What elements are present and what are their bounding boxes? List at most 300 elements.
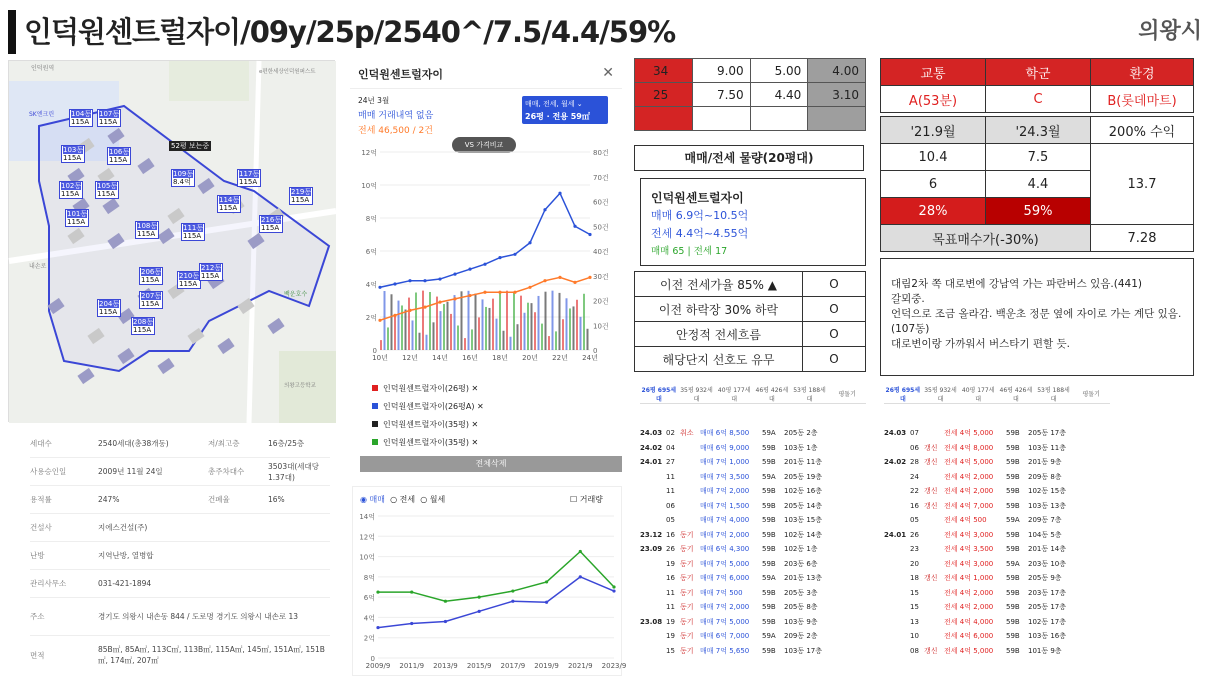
volume-bar (468, 291, 470, 350)
data-point (498, 256, 501, 259)
transaction-cell: 24.02 (884, 458, 907, 467)
transaction-cell: 59A (1006, 559, 1020, 568)
close-icon[interactable]: ✕ (602, 65, 614, 81)
checklist-item: 이전 하락장 30% 하락 (635, 297, 803, 322)
building-type: 115A (141, 300, 160, 308)
compare-head: '21.9월 (881, 117, 986, 144)
volume-bar (450, 314, 452, 350)
transaction-cell: 201동 14층 (1028, 545, 1067, 554)
data-point (444, 600, 447, 603)
x-tick-label: 24년 (582, 354, 598, 362)
info-row (30, 598, 330, 636)
y-tick-label: 4억 (363, 614, 375, 623)
complex-map[interactable] (8, 60, 335, 422)
transaction-cell: 전세 4억 2,000 (944, 588, 994, 597)
volume-bar (548, 336, 550, 350)
compare-head: 200% 수익 (1091, 117, 1194, 144)
transaction-cell: 08 (910, 646, 919, 655)
building-number: 109동 (173, 170, 194, 178)
data-point (588, 276, 591, 279)
checklist-row (635, 272, 866, 297)
table-cell: 4.40 (750, 83, 808, 107)
data-point (558, 276, 561, 279)
size-tab[interactable]: 26평 695세대 (641, 386, 677, 403)
transaction-row[interactable] (884, 426, 1110, 441)
data-point (423, 279, 426, 282)
info-row (30, 486, 330, 514)
building-label[interactable] (97, 109, 121, 127)
volume-bar (534, 312, 536, 350)
transaction-cell: 취소 (680, 429, 694, 438)
building-label[interactable] (171, 169, 195, 187)
building-label[interactable] (237, 169, 261, 187)
transaction-cell: 24.01 (884, 530, 907, 539)
x-tick-label: 18년 (492, 354, 508, 362)
legend-label: 인덕원센트럴자이(26평) ✕ (383, 384, 479, 393)
building-label[interactable] (131, 317, 155, 335)
volume-bar (461, 291, 463, 350)
transaction-cell: 209동 2층 (784, 632, 818, 641)
transaction-cell: 매매 7억 5,650 (700, 646, 750, 655)
legend-swatch (372, 421, 378, 427)
info-value: 16층/25층 (268, 439, 305, 448)
info-value: 2540세대(총38개동) (98, 439, 169, 448)
transaction-row[interactable] (884, 600, 1110, 615)
transaction-cell: 전세 4억 7,000 (944, 501, 994, 510)
y-tick-label: 10억 (361, 182, 377, 190)
transaction-cell: 59B (1006, 632, 1020, 641)
building-type: 115A (219, 204, 238, 212)
building-type: 115A (99, 308, 118, 316)
building-number: 101동 (67, 210, 88, 218)
volume-bar (412, 320, 414, 350)
volume-bar (380, 340, 382, 350)
info-key: 세대수 (30, 439, 52, 448)
y-tick-label: 2억 (365, 314, 377, 322)
table-cell: 7.50 (693, 83, 751, 107)
target-label: 목표매수가(-30%) (881, 225, 1091, 252)
transaction-cell: 24.03 (640, 429, 663, 438)
transaction-row[interactable] (640, 629, 866, 644)
transaction-cell: 59B (1006, 487, 1020, 496)
transaction-cell: 19 (666, 559, 675, 568)
volume-bar (580, 317, 582, 350)
transaction-cell: 59A (1006, 516, 1020, 525)
transaction-cell: 59B (762, 443, 776, 452)
transaction-row[interactable] (884, 644, 1110, 659)
transaction-cell: 16 (910, 501, 919, 510)
data-point (579, 575, 582, 578)
data-point (410, 622, 413, 625)
volume-bar (426, 335, 428, 350)
compare-button[interactable]: VS 가격비교 (452, 137, 516, 153)
transaction-cell: 23.12 (640, 530, 663, 539)
data-point (513, 253, 516, 256)
building-number: 107동 (99, 110, 120, 118)
data-point (498, 291, 501, 294)
transaction-row[interactable] (884, 499, 1110, 514)
volume-bar (384, 291, 386, 350)
transaction-row[interactable] (640, 455, 866, 470)
grade-value: C (986, 86, 1091, 113)
size-tab[interactable]: 40평 177세대 (961, 386, 995, 403)
transaction-cell: 59B (762, 545, 776, 554)
transaction-cell: 동기 (680, 646, 694, 655)
volume-bar (520, 296, 522, 350)
card-counts: 매매 65 | 전세 17 (651, 246, 728, 257)
transaction-cell: 매매 7억 1,500 (700, 501, 750, 510)
x-tick-label: 10년 (372, 354, 388, 362)
size-tab[interactable]: 46평 426세대 (999, 386, 1033, 403)
building-label[interactable] (107, 147, 131, 165)
transaction-cell: 15 (666, 646, 675, 655)
transaction-cell: 전세 4억 1,000 (944, 574, 994, 583)
volume-bar (482, 299, 484, 350)
data-point (543, 279, 546, 282)
building-number: 206동 (141, 268, 162, 276)
table-cell: 4.00 (808, 59, 866, 83)
transaction-cell: 매매 7억 3,500 (700, 472, 750, 481)
volume-bar (583, 294, 585, 350)
transaction-cell: 103동 17층 (784, 646, 823, 655)
table-row (635, 59, 866, 83)
transaction-cell: 23.09 (640, 545, 663, 554)
transaction-cell: 05 (666, 516, 675, 525)
size-tab[interactable]: 53평 188세대 (793, 386, 826, 403)
transaction-row[interactable] (640, 528, 866, 543)
grade-table (880, 58, 1194, 113)
x-tick-label: 2011/9 (399, 662, 425, 670)
data-point (511, 589, 514, 592)
transaction-cell: 26 (666, 545, 675, 554)
transaction-cell: 102동 1층 (784, 545, 818, 554)
transaction-cell: 28 (910, 458, 919, 467)
transaction-row[interactable] (640, 615, 866, 630)
type-select-button[interactable] (522, 96, 608, 124)
transaction-cell: 59B (762, 603, 776, 612)
volume-bar (419, 333, 421, 350)
transaction-cell: 26 (910, 530, 919, 539)
size-tab[interactable]: 53평 188세대 (1037, 386, 1070, 403)
place-label: SK엔크린 (29, 111, 55, 118)
volume-bar (440, 311, 442, 350)
size-tab[interactable]: 46평 426세대 (755, 386, 789, 403)
transaction-cell: 매매 7억 2,000 (700, 487, 750, 496)
info-key: 건폐율 (208, 495, 230, 504)
transaction-cell: 전세 4억 5,000 (944, 429, 994, 438)
transaction-row[interactable] (640, 484, 866, 499)
transaction-cell: 59A (762, 574, 776, 583)
transaction-cell: 205동 8층 (784, 603, 818, 612)
data-point (612, 585, 615, 588)
data-point (543, 208, 546, 211)
transaction-cell: 205동 14층 (784, 501, 823, 510)
transaction-cell: 매매 7억 1,000 (700, 458, 750, 467)
transaction-cell: 매매 6억 9,000 (700, 443, 750, 452)
building-number: 114동 (219, 196, 240, 204)
transaction-cell: 매매 7억 4,000 (700, 516, 750, 525)
size-tab[interactable]: 평돌기 (838, 391, 856, 398)
data-point (423, 306, 426, 309)
info-key: 주소 (30, 612, 45, 621)
building-number: 219동 (291, 188, 312, 196)
building-label[interactable] (181, 223, 205, 241)
transaction-cell: 갱신 (924, 443, 938, 452)
volume-bar (387, 327, 389, 350)
volume-bar (545, 292, 547, 350)
transaction-cell: 갱신 (924, 501, 938, 510)
x-tick-label: 2015/9 (466, 662, 492, 670)
transaction-cell: 59B (1006, 617, 1020, 626)
building-label[interactable] (65, 209, 89, 227)
checklist-mark: O (803, 272, 866, 297)
building-label[interactable] (199, 263, 223, 281)
building-label[interactable] (97, 299, 121, 317)
building-type: 115A (133, 326, 152, 334)
transaction-cell: 24.01 (640, 458, 663, 467)
legend-item[interactable] (372, 398, 484, 416)
checklist-item: 해당단지 선호도 유무 (635, 347, 803, 372)
building-label[interactable] (259, 215, 283, 233)
page-title: 인덕원센트럴자이/09y/25p/2540^/7.5/4.4/59% (24, 15, 676, 49)
transaction-cell: 갱신 (924, 487, 938, 496)
table-row (881, 117, 1194, 144)
transaction-cell: 매매 6억 7,000 (700, 632, 750, 641)
transaction-cell: 전세 4억 2,000 (944, 472, 994, 481)
volume-bar (499, 293, 501, 350)
volume-bar (566, 298, 568, 350)
transaction-cell: 59B (1006, 429, 1020, 438)
transaction-row[interactable] (640, 542, 866, 557)
transaction-cell: 동기 (680, 559, 694, 568)
info-row (30, 542, 330, 570)
transaction-cell: 59B (1006, 603, 1020, 612)
volume-bar (559, 293, 561, 350)
building-label[interactable] (217, 195, 241, 213)
transaction-row[interactable] (884, 441, 1110, 456)
series-line (378, 552, 614, 602)
transaction-cell: 24.03 (884, 429, 907, 438)
data-point (376, 590, 379, 593)
transaction-row[interactable] (640, 571, 866, 586)
legend-item[interactable] (372, 416, 484, 434)
transaction-row[interactable] (884, 615, 1110, 630)
data-point (573, 225, 576, 228)
y-tick-label: 2억 (363, 634, 375, 643)
checklist-table (634, 271, 866, 372)
building-type: 115A (261, 224, 280, 232)
building-type: 115A (239, 178, 258, 186)
transaction-cell: 갱신 (924, 574, 938, 583)
volume-bar (552, 291, 554, 350)
transaction-cell: 209동 8층 (1028, 472, 1062, 481)
building-number: 102동 (61, 182, 82, 190)
volume-bar (506, 291, 508, 350)
transaction-cell: 24.02 (640, 443, 663, 452)
building-number: 212동 (201, 264, 222, 272)
transaction-row[interactable] (640, 426, 866, 441)
y2-tick-label: 50건 (593, 223, 609, 232)
transaction-cell: 전세 4억 5,000 (944, 458, 994, 467)
transaction-cell: 02 (666, 429, 675, 438)
memo-line: 언덕으로 조금 올라감. 백운초 정문 옆에 자이로 가는 계단 있음. (107동) (891, 308, 1182, 335)
building-number: 106동 (109, 148, 130, 156)
y2-tick-label: 70건 (593, 173, 609, 182)
target-value: 7.28 (1091, 225, 1194, 252)
legend-item[interactable] (372, 380, 484, 398)
transaction-cell: 16 (666, 530, 675, 539)
data-point (393, 314, 396, 317)
volume-bar (576, 300, 578, 350)
transaction-row[interactable] (884, 586, 1110, 601)
info-key: 면적 (30, 650, 45, 660)
transaction-row[interactable] (884, 528, 1110, 543)
building-label[interactable] (61, 145, 85, 163)
city-label: 의왕시 (1138, 19, 1202, 44)
transaction-cell: 101동 9층 (1028, 646, 1062, 655)
transaction-row[interactable] (884, 470, 1110, 485)
volume-bar (436, 297, 438, 350)
size-tab[interactable]: 35평 932세대 (924, 386, 957, 403)
grade-head: 환경 (1091, 59, 1194, 86)
transaction-cell: 전세 4억 3,000 (944, 559, 994, 568)
building-label[interactable] (135, 221, 159, 239)
transaction-cell: 15 (910, 588, 919, 597)
place-label: 인덕원역 (31, 65, 55, 72)
building-label[interactable] (69, 109, 93, 127)
transaction-cell: 23 (910, 545, 919, 554)
transaction-row[interactable] (884, 629, 1110, 644)
building-number: 111동 (183, 224, 204, 232)
building-label[interactable] (139, 267, 163, 285)
volume-bar (524, 313, 526, 350)
building-type: 115A (71, 118, 90, 126)
grade-head: 학군 (986, 59, 1091, 86)
checkbox-label: 거래량 (579, 495, 603, 504)
transaction-row[interactable] (884, 557, 1110, 572)
info-value: 지역난방, 열병합 (98, 551, 154, 560)
transaction-row[interactable] (640, 557, 866, 572)
transaction-row[interactable] (884, 542, 1110, 557)
checklist-mark: O (803, 297, 866, 322)
transaction-cell: 209동 7층 (1028, 516, 1062, 525)
building-label[interactable] (177, 271, 201, 289)
building-label[interactable] (59, 181, 83, 199)
table-row (881, 225, 1194, 252)
building-type: 115A (67, 218, 86, 226)
volume-bar (394, 316, 396, 350)
info-value: 031-421-1894 (98, 579, 152, 588)
transaction-cell: 11 (666, 472, 675, 481)
checklist-mark: O (803, 347, 866, 372)
transaction-row[interactable] (640, 586, 866, 601)
volume-bar (454, 295, 456, 350)
radio-jeonse[interactable]: ○ 전세 (390, 495, 416, 504)
complex-info-table (30, 430, 330, 674)
checklist-row (635, 347, 866, 372)
size-tabs (640, 384, 866, 404)
panel-month: 24년 3월 (358, 96, 390, 105)
y-tick-label: 4억 (365, 281, 377, 289)
transaction-cell: 59B (1006, 646, 1020, 655)
transaction-cell: 205동 17층 (1028, 429, 1067, 438)
size-tabs (884, 384, 1110, 404)
transaction-cell: 07 (910, 429, 919, 438)
table-cell (693, 107, 751, 131)
transaction-cell: 201동 9층 (1028, 458, 1062, 467)
transaction-row[interactable] (884, 455, 1110, 470)
y-tick-label: 12억 (361, 149, 377, 157)
place-label: 의왕고등학교 (284, 383, 316, 389)
radio-monthly[interactable]: ○ 월세 (420, 495, 446, 504)
transaction-row[interactable] (640, 644, 866, 659)
volume-bar (573, 306, 575, 350)
legend-item[interactable] (372, 434, 484, 452)
transaction-cell: 102동 14층 (784, 530, 823, 539)
size-tab[interactable]: 35평 932세대 (680, 386, 713, 403)
transaction-row[interactable] (640, 600, 866, 615)
transaction-row[interactable] (884, 571, 1110, 586)
delete-all-button[interactable]: 전체삭제 (360, 456, 622, 472)
transaction-cell: 갱신 (924, 646, 938, 655)
transaction-cell: 15 (910, 603, 919, 612)
info-key: 용적률 (30, 495, 52, 504)
transaction-cell: 13 (910, 617, 919, 626)
transaction-cell: 203동 6층 (784, 559, 818, 568)
transaction-cell: 매매 7억 2,000 (700, 603, 750, 612)
volume-bar (398, 301, 400, 350)
building-label[interactable] (289, 187, 313, 205)
transaction-row[interactable] (640, 513, 866, 528)
transaction-row[interactable] (884, 484, 1110, 499)
transaction-cell: 59B (1006, 458, 1020, 467)
x-tick-label: 2009/9 (365, 662, 391, 670)
transaction-cell: 203동 10층 (1028, 559, 1067, 568)
volume-bar (447, 302, 449, 350)
transaction-row[interactable] (884, 513, 1110, 528)
y-tick-label: 14억 (359, 513, 375, 521)
y2-tick-label: 80건 (593, 149, 609, 157)
building-label[interactable] (95, 181, 119, 199)
transaction-cell: 59B (1006, 443, 1020, 452)
volume-bar (391, 294, 393, 350)
compare-cell: 4.4 (986, 171, 1091, 198)
list-header-spacer (884, 404, 1110, 426)
size-tab[interactable]: 26평 695세대 (885, 386, 921, 403)
volume-bar (489, 308, 491, 350)
transaction-cell: 전세 4억 3,500 (944, 545, 994, 554)
info-key: 건설사 (30, 523, 52, 532)
transaction-row[interactable] (640, 441, 866, 456)
memo-line: 대림2차 쪽 대로변에 강남역 가는 파란버스 있음.(441) (891, 278, 1142, 290)
volume-checkbox[interactable]: ☐ 거래량 (570, 495, 603, 504)
volume-bar (457, 326, 459, 350)
data-point (410, 590, 413, 593)
transaction-cell: 59A (762, 429, 776, 438)
building-label[interactable] (139, 291, 163, 309)
profit-value: 13.7 (1091, 144, 1194, 225)
size-tab[interactable]: 40평 177세대 (717, 386, 751, 403)
radio-sale[interactable]: ◉ 매매 (360, 495, 385, 504)
size-tab[interactable]: 평돌기 (1082, 391, 1100, 398)
transaction-cell: 19 (666, 632, 675, 641)
transaction-row[interactable] (640, 499, 866, 514)
transaction-cell: 205동 3층 (784, 588, 818, 597)
x-tick-label: 2017/9 (500, 662, 526, 670)
transaction-cell: 201동 11층 (784, 458, 823, 467)
data-point (478, 610, 481, 613)
transaction-row[interactable] (640, 470, 866, 485)
